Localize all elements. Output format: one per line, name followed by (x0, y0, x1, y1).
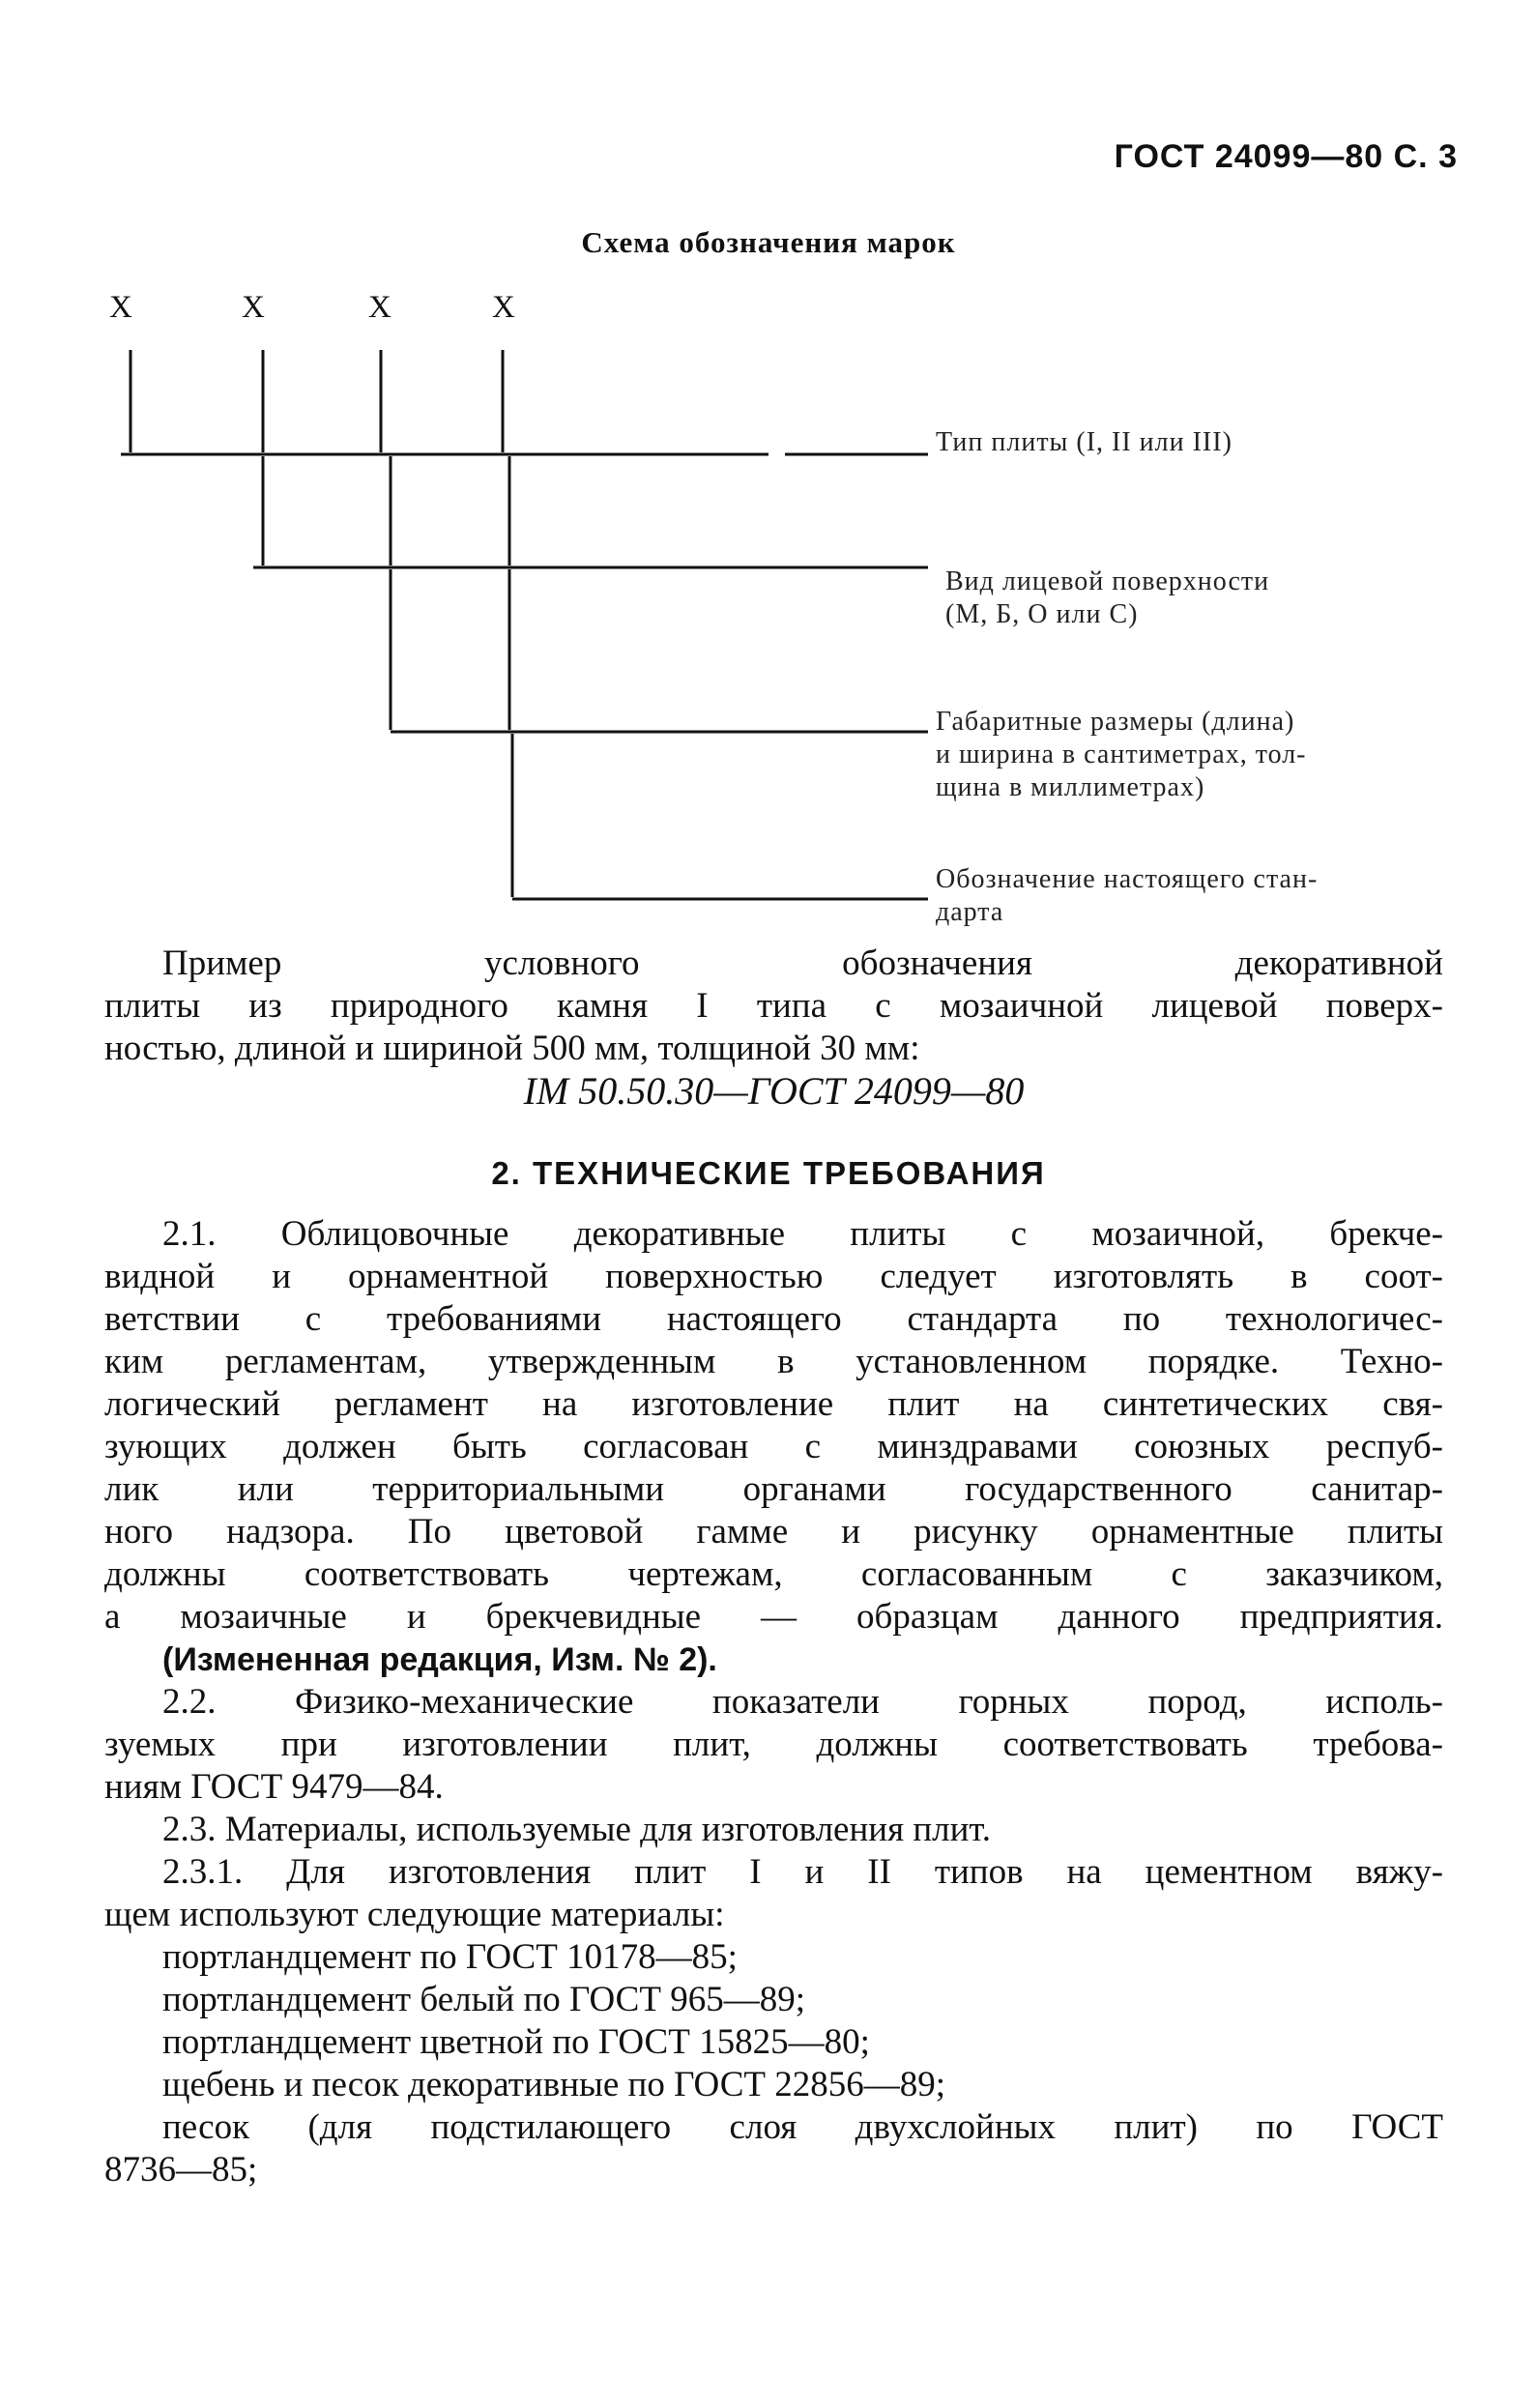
paragraph-line: щем используют следующие материалы: (104, 1895, 725, 1934)
page-header: ГОСТ 24099—80 С. 3 (1114, 138, 1458, 175)
example-formula: IM 50.50.30—ГОСТ 24099—80 (523, 1069, 1025, 1113)
example-paragraph (104, 943, 1443, 1113)
material-item: портландцемент по ГОСТ 10178—85; (162, 1937, 738, 1977)
section-title: 2. ТЕХНИЧЕСКИЕ ТРЕБОВАНИЯ (491, 1155, 1046, 1191)
scheme-title: Схема обозначения марок (581, 225, 956, 259)
paragraph-line: а мозаичные и брекчевидные — образцам данного предприятия. (104, 1597, 1443, 1637)
paragraph-line: ниям ГОСТ 9479—84. (104, 1767, 444, 1807)
paragraph-line: ного надзора. По цветовой гамме и рисунку орнаментные плиты (104, 1512, 1443, 1552)
paragraph-line: ветствии с требованиями настоящего стандарта по технологичес- (104, 1299, 1443, 1339)
paragraph-line: лик или территориальными органами государственного санитар- (104, 1469, 1443, 1509)
material-item: портландцемент белый по ГОСТ 965—89; (162, 1980, 805, 2019)
scheme-marker: X (109, 290, 132, 325)
example-line: Пример условного обозначения декоративной (162, 943, 1443, 983)
paragraph-line: должны соответствовать чертежам, согласованным с заказчиком, (104, 1554, 1443, 1594)
paragraph-line: 2.3. Материалы, используемые для изготовления плит. (162, 1810, 992, 1849)
scheme-marker: X (242, 290, 265, 325)
example-line: плиты из природного камня I типа с мозаичной лицевой поверх- (104, 986, 1443, 1026)
scheme-marker: X (492, 290, 515, 325)
amendment-note: (Измененная редакция, Изм. № 2). (162, 1641, 717, 1678)
designation-scheme-diagram (0, 0, 1537, 967)
material-item: 8736—85; (104, 2150, 258, 2190)
material-item: портландцемент цветной по ГОСТ 15825—80; (162, 2022, 870, 2062)
scheme-marker: X (368, 290, 392, 325)
scheme-label-dimensions: Габаритные размеры (длина) и ширина в сантиметрах, тол- щина в миллиметрах) (936, 707, 1307, 802)
scheme-label-surface-kind: Вид лицевой поверхности (М, Б, О или С) (945, 566, 1270, 629)
scheme-label-standard: Обозначение настоящего стан- дарта (936, 864, 1319, 927)
paragraph-line: логический регламент на изготовление плит на синтетических свя- (104, 1384, 1443, 1424)
section-body (104, 1213, 1443, 2191)
scheme-label-plate-type: Тип плиты (I, II или III) (936, 427, 1232, 457)
paragraph-line: 2.3.1. Для изготовления плит I и II типов на цементном вяжу- (162, 1852, 1443, 1892)
paragraph-line: 2.2. Физико-механические показатели горных пород, исполь- (162, 1682, 1443, 1722)
paragraph-line: ким регламентам, утвержденным в установленном порядке. Техно- (104, 1342, 1443, 1381)
paragraph-line: зуемых при изготовлении плит, должны соответствовать требова- (104, 1725, 1443, 1764)
paragraph-line: 2.1. Облицовочные декоративные плиты с мозаичной, брекче- (162, 1214, 1443, 1254)
material-item: щебень и песок декоративные по ГОСТ 22856—89; (162, 2065, 946, 2104)
paragraph-line: зующих должен быть согласован с минздравами союзных респуб- (104, 1427, 1443, 1466)
paragraph-line: видной и орнаментной поверхностью следует изготовлять в соот- (104, 1257, 1443, 1296)
example-line: ностью, длиной и шириной 500 мм, толщиной 30 мм: (104, 1029, 920, 1068)
material-item: песок (для подстилающего слоя двухслойных плит) по ГОСТ (162, 2107, 1443, 2147)
